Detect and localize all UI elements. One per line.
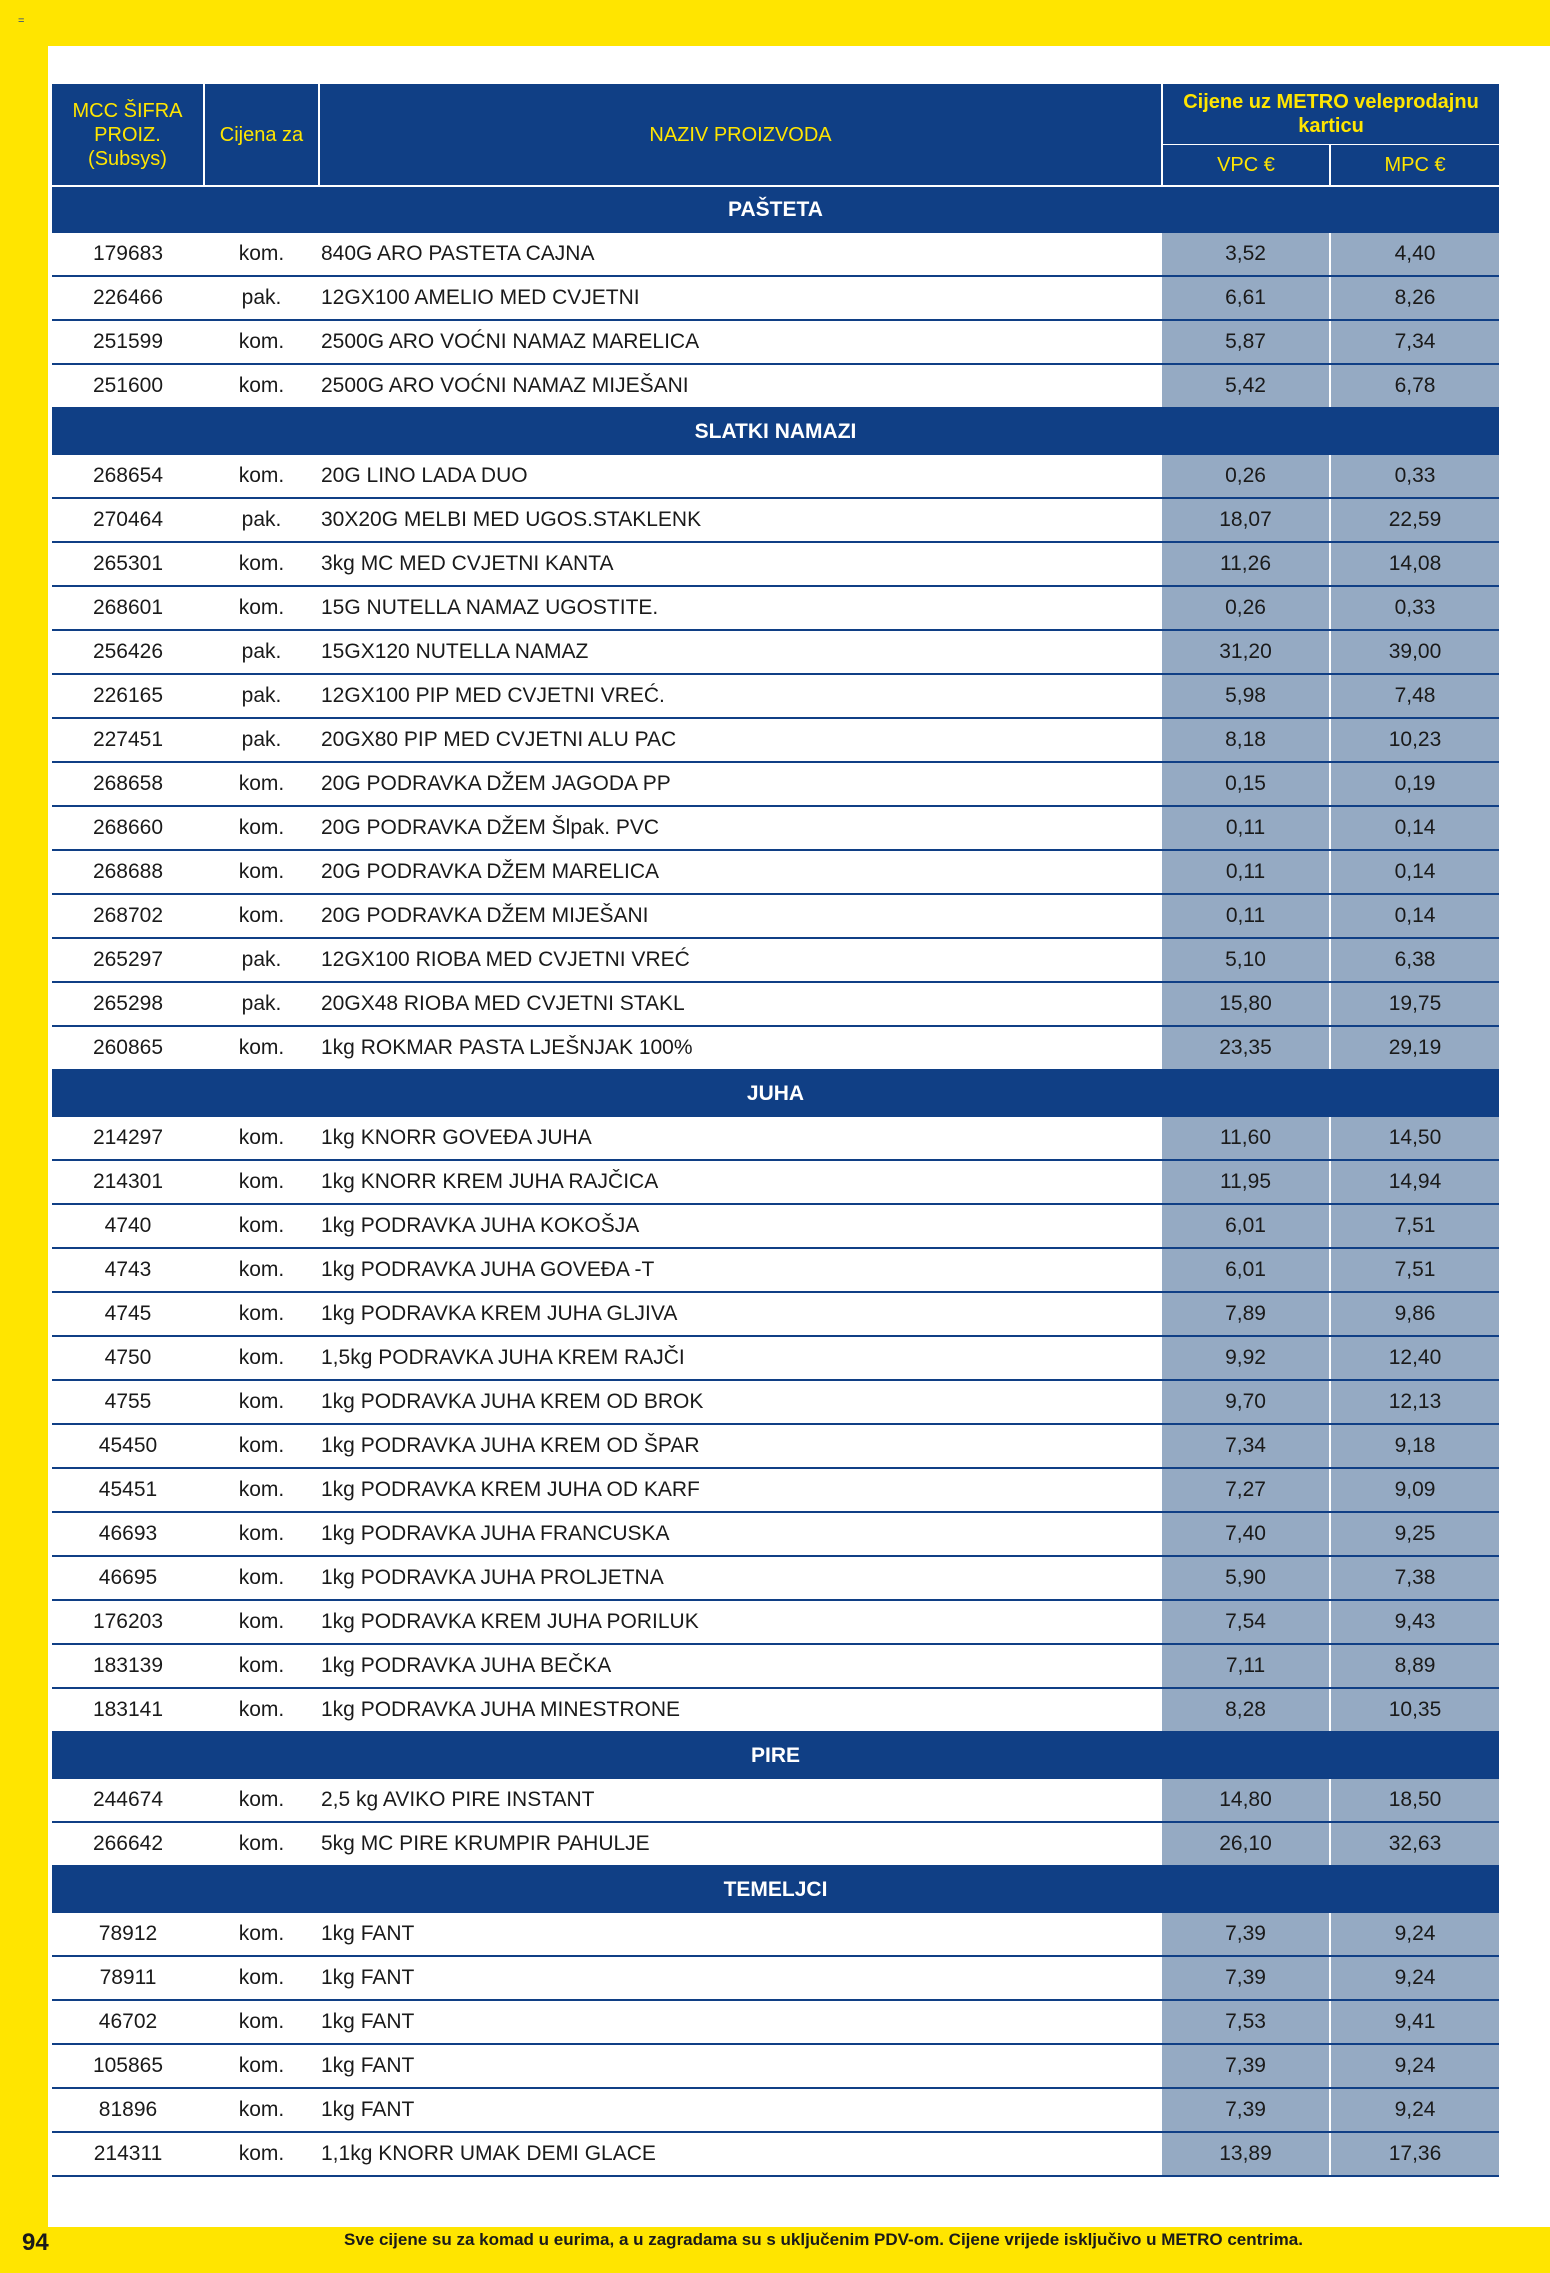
price-unit: kom. (204, 1600, 319, 1644)
price-unit: kom. (204, 1380, 319, 1424)
price-vpc: 7,54 (1162, 1600, 1330, 1644)
price-mpc: 10,23 (1330, 718, 1499, 762)
price-unit: pak. (204, 982, 319, 1026)
product-name: 20G PODRAVKA DŽEM MIJEŠANI (319, 894, 1162, 938)
product-name: 2,5 kg AVIKO PIRE INSTANT (319, 1779, 1162, 1822)
price-unit: kom. (204, 1822, 319, 1866)
product-name: 1kg PODRAVKA JUHA FRANCUSKA (319, 1512, 1162, 1556)
price-unit: kom. (204, 2000, 319, 2044)
price-vpc: 11,95 (1162, 1160, 1330, 1204)
table-row (52, 1822, 1499, 1866)
product-name: 3kg MC MED CVJETNI KANTA (319, 542, 1162, 586)
product-code: 4745 (52, 1292, 204, 1336)
table-row (52, 718, 1499, 762)
price-vpc: 23,35 (1162, 1026, 1330, 1070)
price-vpc: 15,80 (1162, 982, 1330, 1026)
price-vpc: 8,28 (1162, 1688, 1330, 1732)
product-name: 30X20G MELBI MED UGOS.STAKLENK (319, 498, 1162, 542)
price-mpc: 9,18 (1330, 1424, 1499, 1468)
product-code: 183139 (52, 1644, 204, 1688)
price-mpc: 9,43 (1330, 1600, 1499, 1644)
price-unit: kom. (204, 2044, 319, 2088)
table-row (52, 894, 1499, 938)
price-unit: kom. (204, 1779, 319, 1822)
product-code: 251599 (52, 320, 204, 364)
product-name: 1kg ROKMAR PASTA LJEŠNJAK 100% (319, 1026, 1162, 1070)
price-unit: kom. (204, 850, 319, 894)
product-name: 1kg FANT (319, 1956, 1162, 2000)
table-row (52, 233, 1499, 276)
product-code: 227451 (52, 718, 204, 762)
product-code: 268654 (52, 455, 204, 498)
price-mpc: 9,25 (1330, 1512, 1499, 1556)
price-unit: kom. (204, 762, 319, 806)
price-mpc: 8,26 (1330, 276, 1499, 320)
price-mpc: 0,33 (1330, 455, 1499, 498)
product-code: 46695 (52, 1556, 204, 1600)
table-row (52, 1380, 1499, 1424)
product-code: 268660 (52, 806, 204, 850)
price-mpc: 9,24 (1330, 2044, 1499, 2088)
price-unit: kom. (204, 1117, 319, 1160)
product-name: 1kg FANT (319, 1913, 1162, 1956)
table-row (52, 1913, 1499, 1956)
product-code: 268658 (52, 762, 204, 806)
product-code: 179683 (52, 233, 204, 276)
product-code: 260865 (52, 1026, 204, 1070)
price-mpc: 7,51 (1330, 1248, 1499, 1292)
table-row (52, 1117, 1499, 1160)
product-name: 12GX100 PIP MED CVJETNI VREĆ. (319, 674, 1162, 718)
price-unit: kom. (204, 1204, 319, 1248)
category-title: JUHA (52, 1070, 1499, 1117)
price-vpc: 5,10 (1162, 938, 1330, 982)
price-unit: pak. (204, 938, 319, 982)
table-body (52, 186, 1499, 2176)
product-code: 46693 (52, 1512, 204, 1556)
table-row (52, 1688, 1499, 1732)
product-name: 1kg PODRAVKA JUHA KOKOŠJA (319, 1204, 1162, 1248)
product-name: 20G PODRAVKA DŽEM MARELICA (319, 850, 1162, 894)
table-row (52, 982, 1499, 1026)
product-name: 20G PODRAVKA DŽEM Šlpak. PVC (319, 806, 1162, 850)
price-unit: pak. (204, 674, 319, 718)
price-unit: kom. (204, 1688, 319, 1732)
table-row (52, 364, 1499, 408)
product-code: 268702 (52, 894, 204, 938)
product-name: 12GX100 RIOBA MED CVJETNI VREĆ (319, 938, 1162, 982)
price-mpc: 12,40 (1330, 1336, 1499, 1380)
product-name: 2500G ARO VOĆNI NAMAZ MIJEŠANI (319, 364, 1162, 408)
price-mpc: 7,48 (1330, 674, 1499, 718)
category-row (52, 408, 1499, 455)
price-mpc: 0,33 (1330, 586, 1499, 630)
price-vpc: 7,39 (1162, 2088, 1330, 2132)
table-row (52, 1292, 1499, 1336)
product-code: 4743 (52, 1248, 204, 1292)
price-mpc: 6,78 (1330, 364, 1499, 408)
price-mpc: 7,34 (1330, 320, 1499, 364)
price-unit: kom. (204, 1026, 319, 1070)
table-row (52, 276, 1499, 320)
price-unit: kom. (204, 542, 319, 586)
product-code: 244674 (52, 1779, 204, 1822)
table-row (52, 1248, 1499, 1292)
price-mpc: 39,00 (1330, 630, 1499, 674)
table-row (52, 455, 1499, 498)
price-vpc: 5,90 (1162, 1556, 1330, 1600)
corner-mark: = (18, 15, 25, 27)
product-code: 81896 (52, 2088, 204, 2132)
product-name: 1kg PODRAVKA JUHA KREM OD BROK (319, 1380, 1162, 1424)
table-row (52, 1644, 1499, 1688)
product-name: 1kg PODRAVKA JUHA MINESTRONE (319, 1688, 1162, 1732)
price-vpc: 11,60 (1162, 1117, 1330, 1160)
table-header (52, 84, 1499, 186)
price-mpc: 14,50 (1330, 1117, 1499, 1160)
table-row (52, 1956, 1499, 2000)
category-title: TEMELJCI (52, 1866, 1499, 1913)
price-unit: kom. (204, 455, 319, 498)
category-row (52, 1070, 1499, 1117)
price-vpc: 7,39 (1162, 1913, 1330, 1956)
price-mpc: 7,51 (1330, 1204, 1499, 1248)
price-mpc: 18,50 (1330, 1779, 1499, 1822)
price-unit: kom. (204, 1556, 319, 1600)
table-row (52, 2044, 1499, 2088)
category-title: SLATKI NAMAZI (52, 408, 1499, 455)
product-name: 15GX120 NUTELLA NAMAZ (319, 630, 1162, 674)
table-row (52, 806, 1499, 850)
product-name: 1kg FANT (319, 2088, 1162, 2132)
product-name: 1kg KNORR GOVEĐA JUHA (319, 1117, 1162, 1160)
product-name: 2500G ARO VOĆNI NAMAZ MARELICA (319, 320, 1162, 364)
table-row (52, 762, 1499, 806)
price-mpc: 9,86 (1330, 1292, 1499, 1336)
product-name: 15G NUTELLA NAMAZ UGOSTITE. (319, 586, 1162, 630)
product-code: 265301 (52, 542, 204, 586)
product-name: 20GX80 PIP MED CVJETNI ALU PAC (319, 718, 1162, 762)
table-row (52, 1779, 1499, 1822)
price-mpc: 17,36 (1330, 2132, 1499, 2176)
table-row (52, 2132, 1499, 2176)
price-unit: kom. (204, 1468, 319, 1512)
product-code: 256426 (52, 630, 204, 674)
product-code: 270464 (52, 498, 204, 542)
table-row (52, 498, 1499, 542)
product-code: 105865 (52, 2044, 204, 2088)
price-mpc: 8,89 (1330, 1644, 1499, 1688)
price-mpc: 14,08 (1330, 542, 1499, 586)
product-code: 4755 (52, 1380, 204, 1424)
price-vpc: 0,26 (1162, 586, 1330, 630)
product-name: 1,5kg PODRAVKA JUHA KREM RAJČI (319, 1336, 1162, 1380)
price-unit: pak. (204, 630, 319, 674)
header-metro-prices: Cijene uz METRO veleprodajnu karticu (1162, 84, 1499, 145)
product-code: 46702 (52, 2000, 204, 2044)
price-vpc: 3,52 (1162, 233, 1330, 276)
price-unit: pak. (204, 498, 319, 542)
header-product-name: NAZIV PROIZVODA (319, 84, 1162, 186)
price-mpc: 0,14 (1330, 850, 1499, 894)
price-mpc: 0,14 (1330, 894, 1499, 938)
product-code: 78911 (52, 1956, 204, 2000)
price-vpc: 6,01 (1162, 1248, 1330, 1292)
product-code: 176203 (52, 1600, 204, 1644)
price-unit: kom. (204, 1913, 319, 1956)
product-code: 268688 (52, 850, 204, 894)
product-name: 1kg PODRAVKA JUHA BEČKA (319, 1644, 1162, 1688)
product-name: 1kg PODRAVKA KREM JUHA PORILUK (319, 1600, 1162, 1644)
price-vpc: 13,89 (1162, 2132, 1330, 2176)
price-mpc: 12,13 (1330, 1380, 1499, 1424)
price-unit: kom. (204, 1512, 319, 1556)
category-row (52, 1732, 1499, 1779)
price-vpc: 5,42 (1162, 364, 1330, 408)
price-vpc: 5,87 (1162, 320, 1330, 364)
price-mpc: 10,35 (1330, 1688, 1499, 1732)
table-row (52, 2088, 1499, 2132)
price-mpc: 9,09 (1330, 1468, 1499, 1512)
product-name: 12GX100 AMELIO MED CVJETNI (319, 276, 1162, 320)
product-name: 1kg KNORR KREM JUHA RAJČICA (319, 1160, 1162, 1204)
price-unit: kom. (204, 1292, 319, 1336)
product-name: 840G ARO PASTETA CAJNA (319, 233, 1162, 276)
price-vpc: 0,11 (1162, 894, 1330, 938)
header-code: MCC ŠIFRA PROIZ. (Subsys) (52, 84, 204, 186)
product-code: 78912 (52, 1913, 204, 1956)
product-code: 45451 (52, 1468, 204, 1512)
category-row (52, 1866, 1499, 1913)
price-vpc: 7,34 (1162, 1424, 1330, 1468)
product-name: 1,1kg KNORR UMAK DEMI GLACE (319, 2132, 1162, 2176)
price-mpc: 19,75 (1330, 982, 1499, 1026)
product-name: 1kg FANT (319, 2044, 1162, 2088)
price-table (52, 84, 1499, 2177)
product-code: 265298 (52, 982, 204, 1026)
category-title: PAŠTETA (52, 186, 1499, 233)
table-row (52, 1424, 1499, 1468)
price-unit: kom. (204, 1424, 319, 1468)
price-vpc: 14,80 (1162, 1779, 1330, 1822)
price-mpc: 7,38 (1330, 1556, 1499, 1600)
price-unit: kom. (204, 1336, 319, 1380)
price-unit: kom. (204, 1956, 319, 2000)
product-code: 226466 (52, 276, 204, 320)
product-name: 1kg FANT (319, 2000, 1162, 2044)
table-row (52, 542, 1499, 586)
product-code: 251600 (52, 364, 204, 408)
product-code: 4740 (52, 1204, 204, 1248)
product-name: 5kg MC PIRE KRUMPIR PAHULJE (319, 1822, 1162, 1866)
price-vpc: 31,20 (1162, 630, 1330, 674)
price-vpc: 6,01 (1162, 1204, 1330, 1248)
product-name: 20G LINO LADA DUO (319, 455, 1162, 498)
table-row (52, 674, 1499, 718)
price-mpc: 14,94 (1330, 1160, 1499, 1204)
product-code: 183141 (52, 1688, 204, 1732)
price-unit: kom. (204, 1644, 319, 1688)
price-vpc: 9,92 (1162, 1336, 1330, 1380)
category-title: PIRE (52, 1732, 1499, 1779)
category-row (52, 186, 1499, 233)
price-mpc: 29,19 (1330, 1026, 1499, 1070)
price-vpc: 18,07 (1162, 498, 1330, 542)
table-row (52, 1336, 1499, 1380)
price-vpc: 7,89 (1162, 1292, 1330, 1336)
product-code: 226165 (52, 674, 204, 718)
price-mpc: 22,59 (1330, 498, 1499, 542)
price-mpc: 6,38 (1330, 938, 1499, 982)
price-vpc: 7,27 (1162, 1468, 1330, 1512)
product-code: 45450 (52, 1424, 204, 1468)
price-vpc: 7,39 (1162, 2044, 1330, 2088)
price-mpc: 32,63 (1330, 1822, 1499, 1866)
table-row (52, 1160, 1499, 1204)
price-mpc: 4,40 (1330, 233, 1499, 276)
table-row (52, 320, 1499, 364)
price-vpc: 7,40 (1162, 1512, 1330, 1556)
header-mpc: MPC € (1330, 145, 1499, 187)
price-vpc: 0,11 (1162, 806, 1330, 850)
product-name: 1kg PODRAVKA KREM JUHA OD KARF (319, 1468, 1162, 1512)
product-name: 20GX48 RIOBA MED CVJETNI STAKL (319, 982, 1162, 1026)
price-mpc: 0,19 (1330, 762, 1499, 806)
price-unit: pak. (204, 276, 319, 320)
price-vpc: 8,18 (1162, 718, 1330, 762)
table-row (52, 1026, 1499, 1070)
price-mpc: 0,14 (1330, 806, 1499, 850)
price-unit: kom. (204, 2088, 319, 2132)
price-unit: kom. (204, 1160, 319, 1204)
price-mpc: 9,41 (1330, 2000, 1499, 2044)
table-row (52, 586, 1499, 630)
price-unit: kom. (204, 2132, 319, 2176)
product-name: 1kg PODRAVKA JUHA GOVEĐA -T (319, 1248, 1162, 1292)
header-vpc: VPC € (1162, 145, 1330, 187)
table-row (52, 630, 1499, 674)
table-row (52, 1512, 1499, 1556)
price-unit: kom. (204, 233, 319, 276)
product-code: 214311 (52, 2132, 204, 2176)
price-vpc: 7,11 (1162, 1644, 1330, 1688)
price-mpc: 9,24 (1330, 1913, 1499, 1956)
price-vpc: 0,15 (1162, 762, 1330, 806)
table-row (52, 850, 1499, 894)
table-row (52, 2000, 1499, 2044)
price-unit: kom. (204, 1248, 319, 1292)
table-row (52, 1556, 1499, 1600)
product-code: 214301 (52, 1160, 204, 1204)
price-vpc: 0,11 (1162, 850, 1330, 894)
price-unit: kom. (204, 364, 319, 408)
price-mpc: 9,24 (1330, 2088, 1499, 2132)
price-vpc: 9,70 (1162, 1380, 1330, 1424)
product-name: 1kg PODRAVKA JUHA PROLJETNA (319, 1556, 1162, 1600)
product-name: 1kg PODRAVKA JUHA KREM OD ŠPAR (319, 1424, 1162, 1468)
price-unit: kom. (204, 320, 319, 364)
product-code: 268601 (52, 586, 204, 630)
price-unit: kom. (204, 806, 319, 850)
product-code: 266642 (52, 1822, 204, 1866)
page-number: 94 (22, 2229, 49, 2256)
price-unit: kom. (204, 894, 319, 938)
price-vpc: 5,98 (1162, 674, 1330, 718)
header-unit: Cijena za (204, 84, 319, 186)
product-code: 4750 (52, 1336, 204, 1380)
table-row (52, 1600, 1499, 1644)
price-vpc: 0,26 (1162, 455, 1330, 498)
product-code: 265297 (52, 938, 204, 982)
table-row (52, 938, 1499, 982)
price-vpc: 26,10 (1162, 1822, 1330, 1866)
product-name: 1kg PODRAVKA KREM JUHA GLJIVA (319, 1292, 1162, 1336)
table-row (52, 1204, 1499, 1248)
footer-note: Sve cijene su za komad u eurima, a u zagradama su s uključenim PDV-om. Cijene vrijede isključivo u METRO centrima. (344, 2230, 1303, 2249)
price-vpc: 7,39 (1162, 1956, 1330, 2000)
price-mpc: 9,24 (1330, 1956, 1499, 2000)
price-vpc: 6,61 (1162, 276, 1330, 320)
table-row (52, 1468, 1499, 1512)
price-vpc: 11,26 (1162, 542, 1330, 586)
price-vpc: 7,53 (1162, 2000, 1330, 2044)
product-code: 214297 (52, 1117, 204, 1160)
product-name: 20G PODRAVKA DŽEM JAGODA PP (319, 762, 1162, 806)
price-unit: kom. (204, 586, 319, 630)
price-unit: pak. (204, 718, 319, 762)
